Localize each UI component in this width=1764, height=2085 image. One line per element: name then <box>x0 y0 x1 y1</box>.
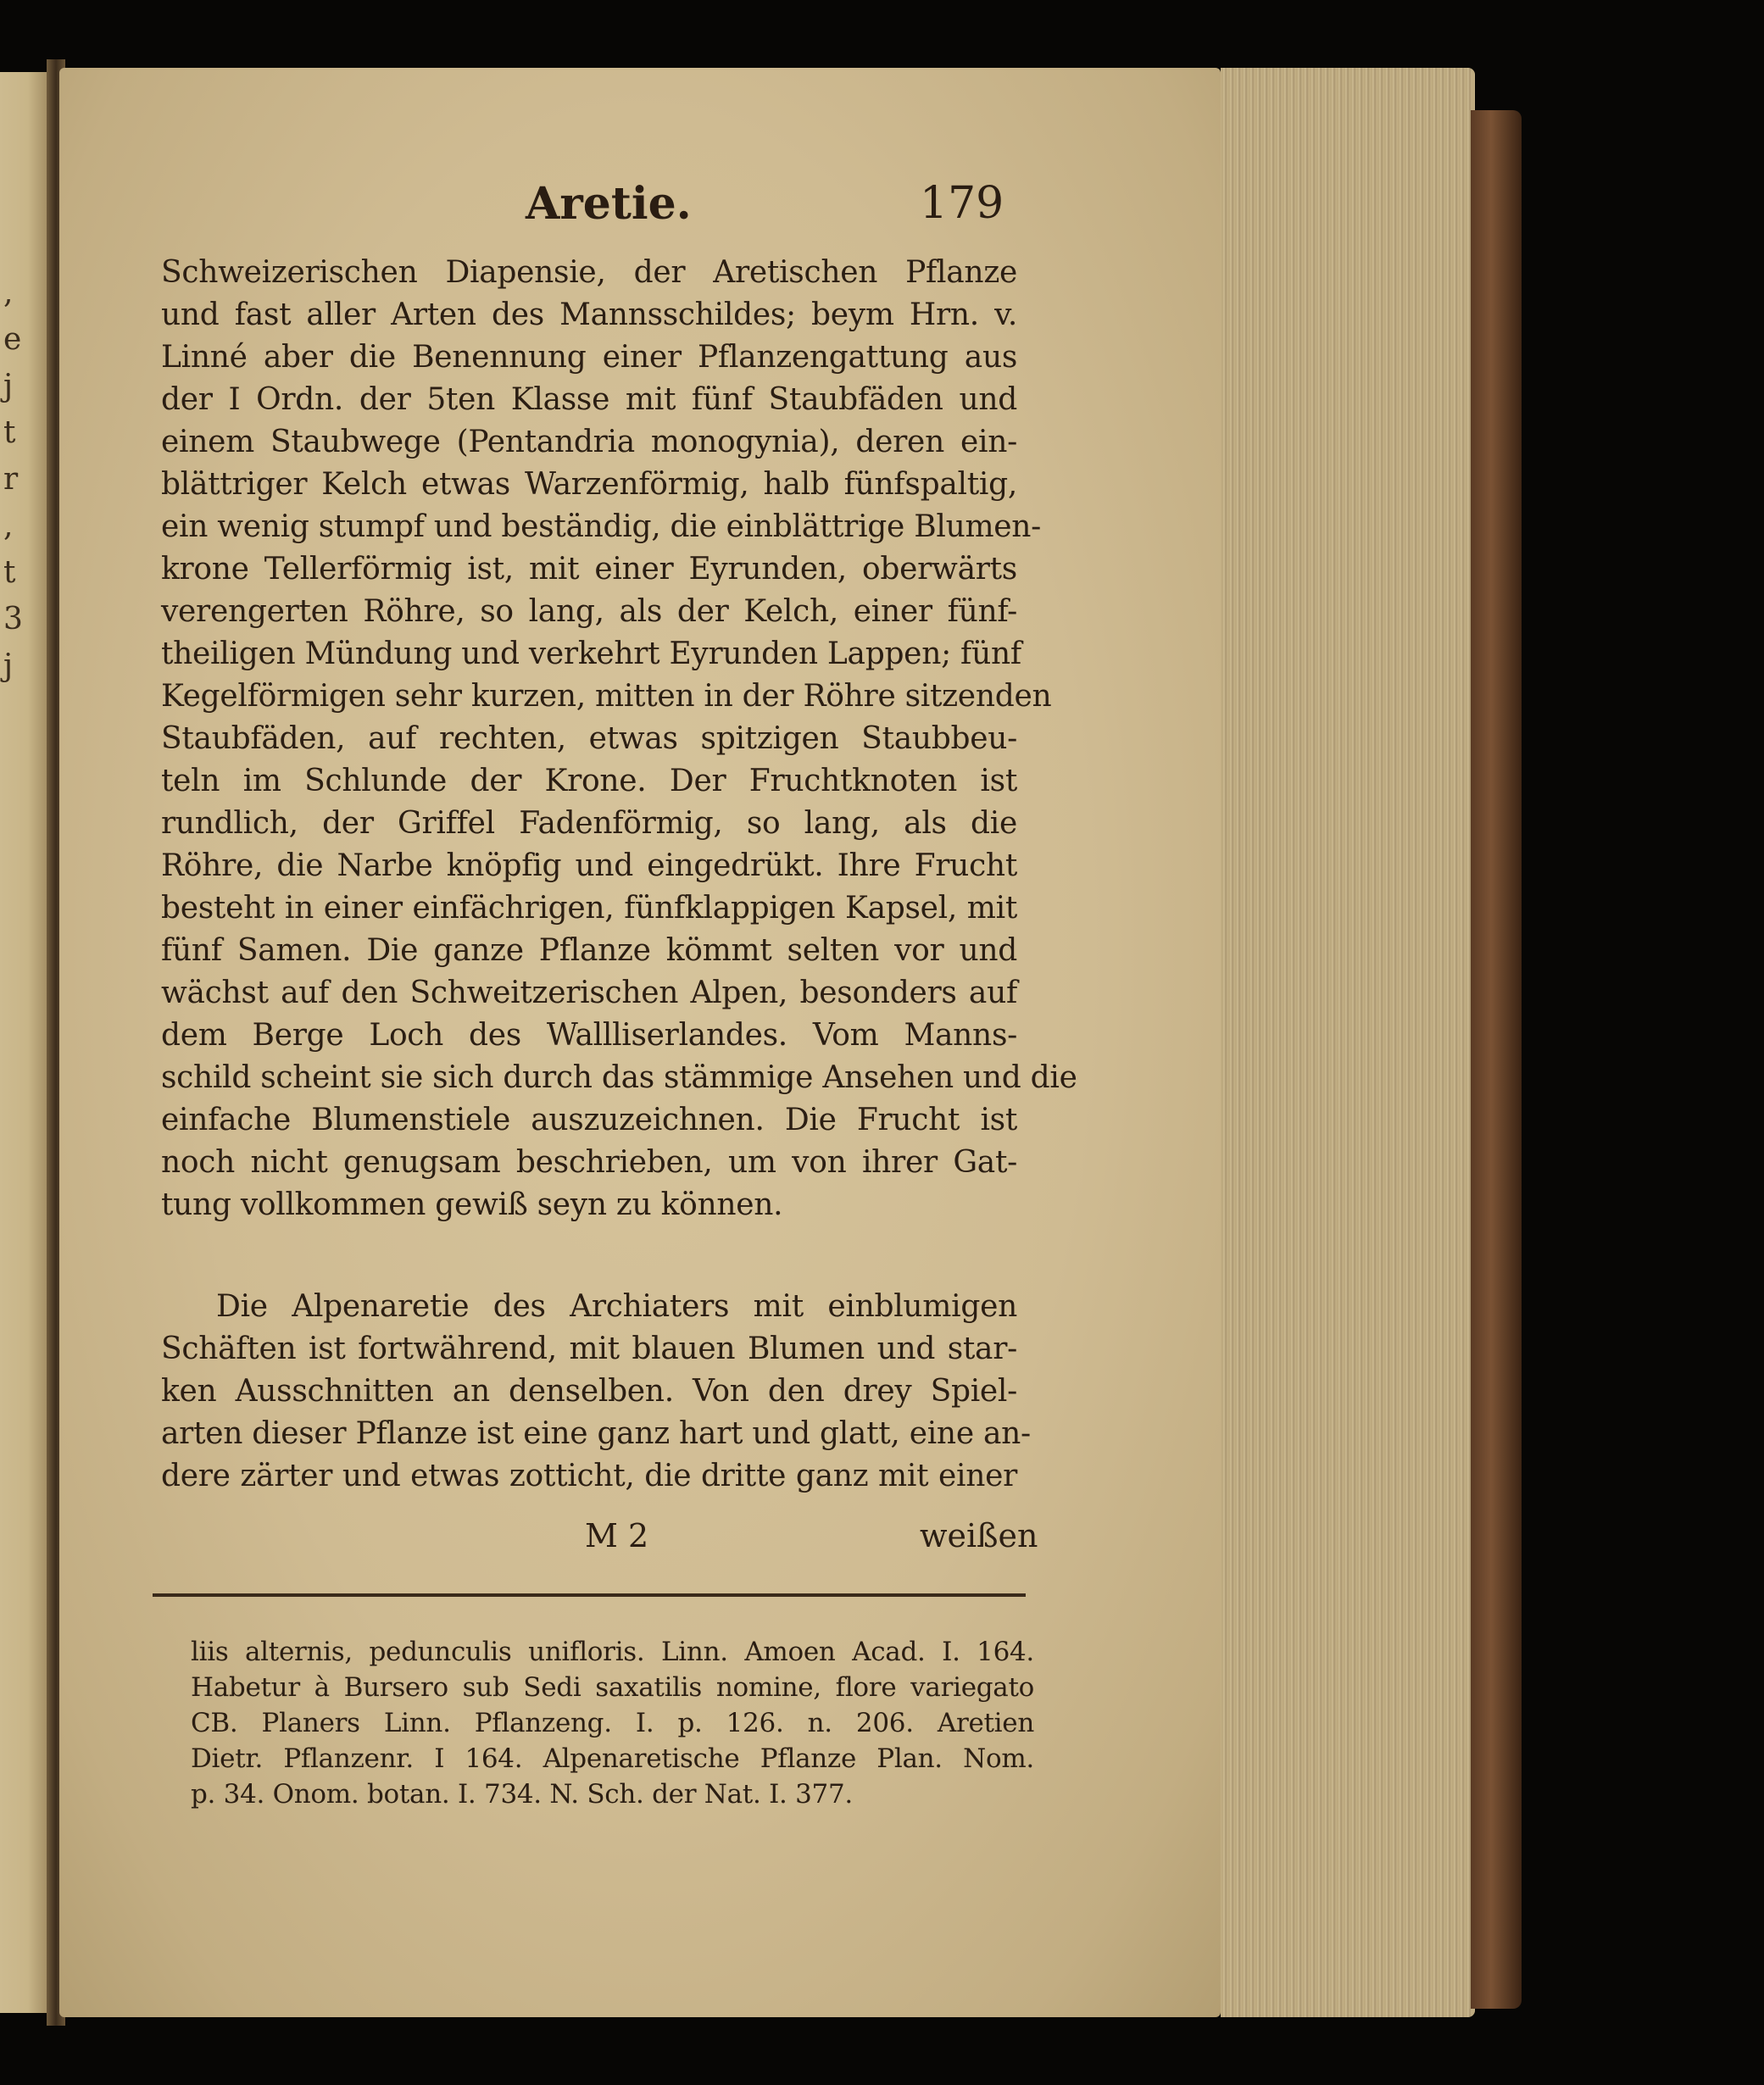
footnote-line: Habetur à Bursero sub Sedi saxatilis nomine, flore variegato <box>191 1672 1034 1703</box>
page-block-edge <box>1221 68 1475 2017</box>
text-line: theiligen Mündung und verkehrt Eyrunden Lappen; fünf <box>161 637 1021 671</box>
margin-mark: , <box>3 275 14 310</box>
margin-mark: , <box>3 509 14 543</box>
text-line: und fast aller Arten des Mannsschildes; beym Hrn. v. <box>161 297 1017 332</box>
footnote-rule <box>153 1593 1026 1597</box>
text-line: Röhre, die Narbe knöpfig und eingedrükt. Ihre Frucht <box>161 848 1017 883</box>
footnote-line: Dietr. Pflanzenr. I 164. Alpenaretische Pflanze Plan. Nom. <box>191 1743 1034 1774</box>
catchword: weißen <box>920 1517 1038 1554</box>
text-line: ken Ausschnitten an denselben. Von den drey Spiel- <box>161 1374 1017 1409</box>
text-line: dem Berge Loch des Wallliserlandes. Vom Manns- <box>161 1018 1017 1053</box>
text-line: krone Tellerförmig ist, mit einer Eyrunden, oberwärts <box>161 552 1017 587</box>
text-line: ein wenig stumpf und beständig, die einblättrige Blumen- <box>161 509 1042 544</box>
running-head: Aretie. <box>526 178 692 230</box>
text-line: Linné aber die Benennung einer Pflanzengattung aus <box>161 340 1017 375</box>
text-line: blättriger Kelch etwas Warzenförmig, halb fünfspaltig, <box>161 467 1017 502</box>
page-number: 179 <box>920 178 1004 229</box>
text-line: einem Staubwege (Pentandria monogynia), deren ein- <box>161 425 1017 459</box>
text-line: besteht in einer einfächrigen, fünfklappigen Kapsel, mit <box>161 891 1017 926</box>
text-line: einfache Blumenstiele auszuzeichnen. Die Frucht ist <box>161 1103 1017 1137</box>
margin-mark: j <box>3 648 14 683</box>
margin-mark: t <box>3 415 16 450</box>
text-line: verengerten Röhre, so lang, als der Kelch, einer fünf- <box>161 594 1017 629</box>
margin-mark: e <box>3 322 22 357</box>
text-line: rundlich, der Griffel Fadenförmig, so lang, als die <box>161 806 1017 841</box>
text-line: Schweizerischen Diapensie, der Aretischen Pflanze <box>161 255 1017 290</box>
text-line: Staubfäden, auf rechten, etwas spitzigen Staubbeu- <box>161 721 1017 756</box>
left-margin-marks <box>3 72 37 2013</box>
footnote-line: CB. Planers Linn. Pflanzeng. I. p. 126. n. 206. Aretien <box>191 1708 1034 1738</box>
margin-mark: j <box>3 369 14 403</box>
facing-page-edge <box>0 72 47 2013</box>
text-line: Kegelförmigen sehr kurzen, mitten in der Röhre sitzenden <box>161 679 1052 714</box>
margin-mark: 3 <box>3 602 23 637</box>
text-line: Die Alpenaretie des Archiaters mit einblumigen <box>216 1289 1017 1324</box>
signature-mark: M 2 <box>585 1517 649 1554</box>
text-line: dere zärter und etwas zotticht, die dritte ganz mit einer <box>161 1459 1017 1493</box>
text-line: teln im Schlunde der Krone. Der Fruchtknoten ist <box>161 764 1017 798</box>
text-line: fünf Samen. Die ganze Pflanze kömmt selten vor und <box>161 933 1017 968</box>
text-line: Schäften ist fortwährend, mit blauen Blumen und star- <box>161 1332 1017 1366</box>
book-cover-edge <box>1471 110 1522 2009</box>
text-line: der I Ordn. der 5ten Klasse mit fünf Staubfäden und <box>161 382 1017 417</box>
text-line: tung vollkommen gewiß seyn zu können. <box>161 1187 783 1222</box>
text-line: noch nicht genugsam beschrieben, um von ihrer Gat- <box>161 1145 1017 1180</box>
footnote-line: p. 34. Onom. botan. I. 734. N. Sch. der Nat. I. 377. <box>191 1779 853 1810</box>
text-line: arten dieser Pflanze ist eine ganz hart und glatt, eine an- <box>161 1416 1031 1451</box>
margin-mark: r <box>3 462 19 497</box>
footnote-line: liis alternis, pedunculis unifloris. Linn. Amoen Acad. I. 164. <box>191 1637 1034 1667</box>
text-line: schild scheint sie sich durch das stämmige Ansehen und die <box>161 1060 1077 1095</box>
text-line: wächst auf den Schweitzerischen Alpen, besonders auf <box>161 976 1017 1010</box>
margin-mark: t <box>3 555 16 590</box>
